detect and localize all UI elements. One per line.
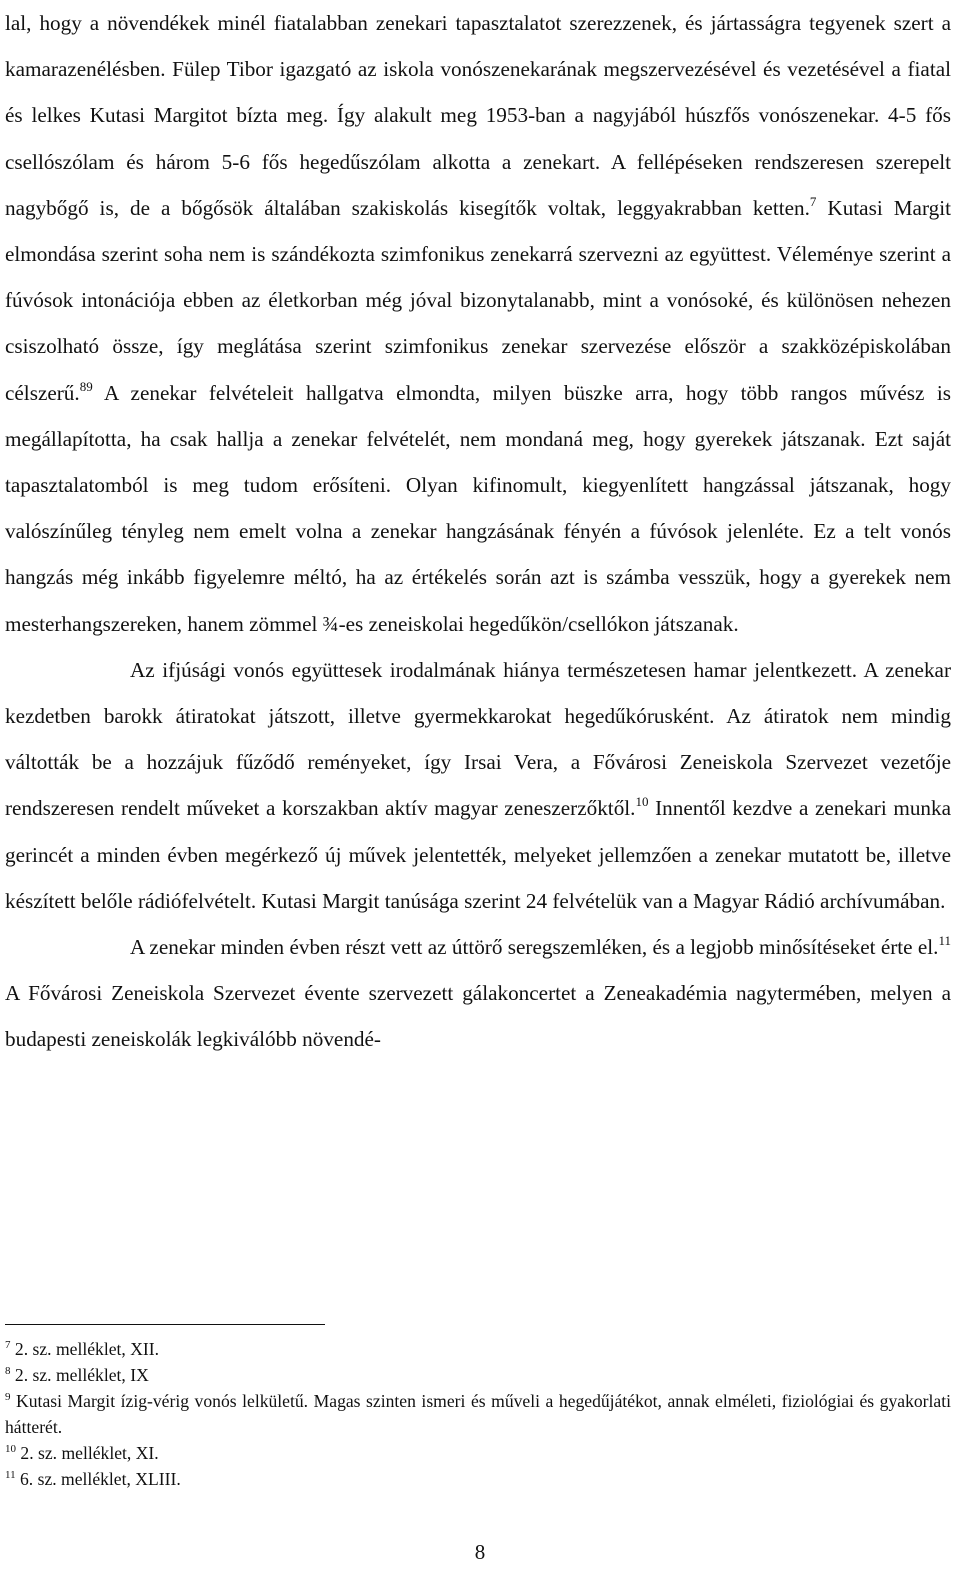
paragraph-text: A zenekar minden évben részt vett az úttörő seregszemléken, és a legjobb minősítéseket érte el. (130, 935, 939, 960)
footnote-number: 9 (5, 1391, 11, 1403)
footnote-number: 10 (5, 1443, 16, 1455)
footnote-reference: 89 (79, 378, 93, 394)
footnote-item (5, 1362, 951, 1388)
footnote-item (5, 1336, 951, 1362)
footnote-text: 2. sz. melléklet, XI. (20, 1443, 159, 1463)
footnote-item (5, 1440, 951, 1466)
footnote-number: 8 (5, 1365, 11, 1377)
paragraph-text: A zenekar felvételeit hallgatva elmondta, milyen büszke arra, hogy több rangos művész is megállapította, ha csak hallja a zenekar felvételét, nem mondaná meg, hogy gyerekek játszanak. Ezt saját tapasztalatomból is meg tudom erősíteni. Olyan kifinomult, kiegyenlített hangzással játszanak, hogy valószínűleg tényleg nem emelt volna a zenekar hangzásának fényén a fúvósok jelenléte. Ez a telt vonós hangzás még inkább figyelemre méltó, ha az értékelés során azt is számba vesszük, hogy a gyerekek nem mesterhangszereken, hanem zömmel ¾-es zeneiskolai hegedűkön/csellókon játszanak. (5, 380, 951, 636)
paragraph-text: Innentől kezdve a zenekari munka gerincét a minden évben megérkező új művek jelentették, melyeket jellemzően a zenekar mutatott be, illetve készített belőle rádiófelvételt. Kutasi Margit tanúsága szerint 24 felvételük van a Magyar Rádió archívumában. (5, 796, 951, 913)
footnote-item (5, 1466, 951, 1492)
footnote-text: 2. sz. melléklet, IX (14, 1365, 149, 1385)
page-number: 8 (474, 1540, 486, 1564)
footnote-text: 6. sz. melléklet, XLIII. (20, 1469, 181, 1489)
footnote-text: Kutasi Margit ízig-vérig vonós lelkületű. Magas szinten ismeri és műveli a hegedűjátékot, annak elméleti, fiziológiai és gyakorlati hátterét. (5, 1391, 952, 1437)
footnote-reference: 11 (938, 933, 951, 949)
footnote-reference: 10 (635, 794, 649, 810)
paragraph-text: Kutasi Margit elmondása szerint soha nem is szándékozta szimfonikus zenekarrá szervezni az együttest. Véleménye szerint a fúvósok intonációja ebben az életkorban még jóval bizonytalanabb, mint a vonósoké, és különösen nehezen csiszolható össze, így meglátása szerint szimfonikus zenekar szervezése először a szakközépiskolában célszerű. (5, 195, 951, 405)
footnotes (5, 1336, 951, 1492)
footnote-item (5, 1388, 951, 1440)
body-text (5, 0, 951, 1063)
paragraph-text: lal, hogy a növendékek minél fiatalabban zenekari tapasztalatot szerezzenek, és jártasságra tegyenek szert a kamarazenélésben. Fülep Tibor igazgató az iskola vonószenekarának megszervezésével és vezetésével a fiatal és lelkes Kutasi Margitot bízta meg. Így alakult meg 1953-ban a nagyjából húszfős vonószenekar. 4-5 fős csellószólam és három 5-6 fős hegedűszólam alkotta a zenekart. A fellépéseken rendszeresen szerepelt nagybőgő is, de a bőgősök általában szakiskolás kisegítők voltak, leggyakrabban ketten. (5, 11, 951, 220)
footnote-separator (5, 1324, 325, 1325)
footnote-reference: 7 (809, 193, 817, 209)
paragraph-2 (5, 647, 951, 924)
paragraph-text: Az ifjúsági vonós együttesek irodalmának hiánya természetesen hamar jelentkezett. A zenekar kezdetben barokk átiratokat játszott, illetve gyermekkarokat hegedűkórusként. Az átiratok nem mindig váltották be a hozzájuk fűződő reményeket, így Irsai Vera, a Fővárosi Zeneiskola Szervezet vezetője rendszeresen rendelt műveket a korszakban aktív magyar zeneszerzőktől. (5, 657, 951, 821)
footnote-number: 11 (5, 1469, 16, 1481)
footnote-number: 7 (5, 1339, 11, 1351)
paragraph-text: A Fővárosi Zeneiskola Szervezet évente szervezett gálakoncertet a Zeneakadémia nagytermében, melyen a budapesti zeneiskolák legkiválóbb növendé- (5, 981, 951, 1052)
footnote-text: 2. sz. melléklet, XII. (14, 1339, 160, 1359)
paragraph-3 (5, 924, 951, 1063)
paragraph-1 (5, 0, 951, 647)
